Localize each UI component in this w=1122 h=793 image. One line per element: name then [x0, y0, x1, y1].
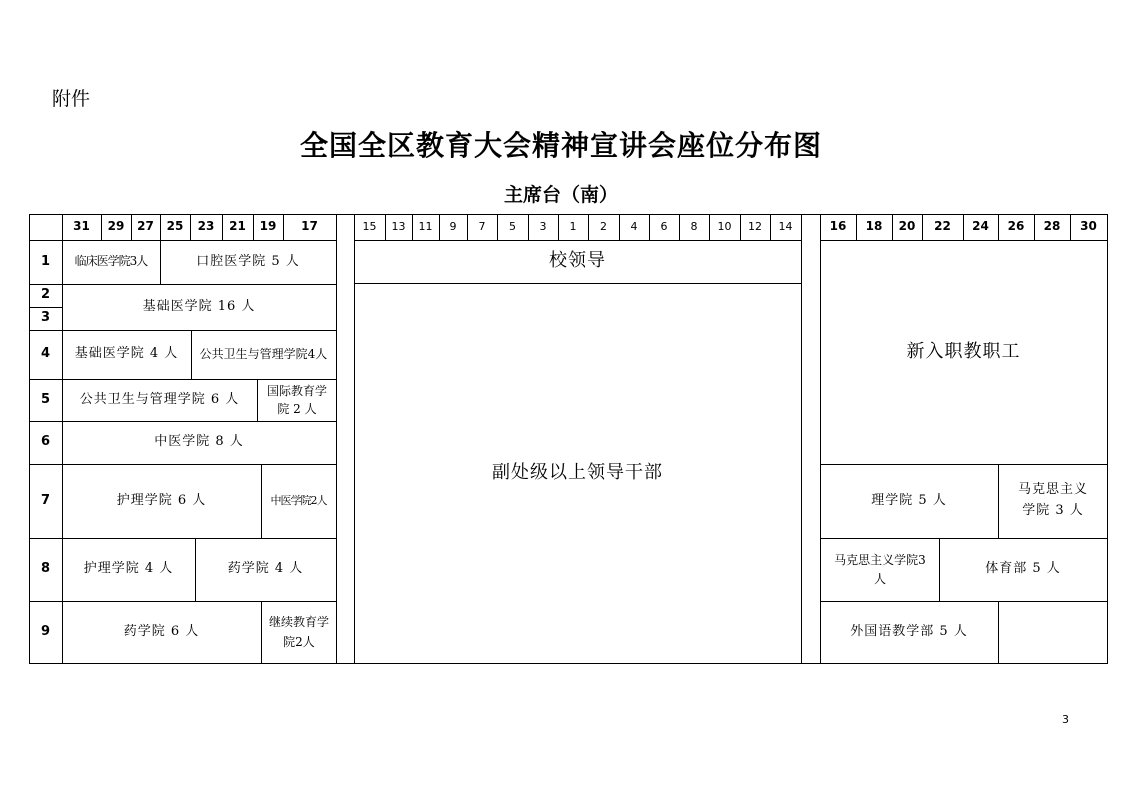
seat-number: 8 — [690, 220, 698, 234]
seat-number: 20 — [898, 219, 916, 234]
seat-number: 14 — [778, 220, 793, 234]
seat-group-label: 护理学院 6 人 — [116, 492, 207, 508]
empty-seat-block — [998, 601, 1107, 663]
row-number: 4 — [40, 346, 51, 362]
seat-group-label: 基础医学院 4 人 — [74, 346, 179, 362]
seat-group-label: 药学院 6 人 — [123, 623, 200, 639]
seat-group-label: 口腔医学院 5 人 — [196, 253, 300, 269]
seat-group-label: 公共卫生与管理学院 6 人 — [79, 391, 240, 407]
seat-number: 25 — [166, 219, 184, 234]
seat-number: 15 — [362, 220, 377, 234]
seat-number: 19 — [259, 219, 277, 234]
seat-number: 17 — [301, 219, 318, 234]
document-title: 全国全区教育大会精神宣讲会座位分布图 — [299, 129, 822, 162]
row-number: 6 — [40, 434, 51, 450]
row-number: 3 — [40, 310, 51, 326]
seat-number: 5 — [509, 220, 516, 234]
seat-group-label: 外国语教学部 5 人 — [850, 623, 968, 639]
seat-number: 3 — [539, 220, 547, 234]
senior-leaders-area: 副处级以上领导干部 — [492, 461, 663, 483]
seat-group-label: 药学院 4 人 — [227, 561, 304, 577]
seat-number: 4 — [630, 220, 638, 234]
seat-number: 24 — [972, 219, 989, 234]
new-staff-area: 新入职教职工 — [906, 340, 1021, 362]
seat-group-label: 中医学院2人 — [270, 494, 327, 508]
row-number: 2 — [40, 287, 51, 303]
appendix-label: 附件 — [52, 88, 91, 110]
seat-number: 16 — [829, 219, 847, 234]
row-number: 9 — [40, 623, 51, 639]
seat-group-label: 中医学院 8 人 — [154, 434, 244, 450]
seat-number: 30 — [1080, 219, 1097, 234]
seat-number: 11 — [418, 220, 433, 234]
seat-group-label: 基础医学院 16 人 — [142, 298, 256, 314]
seat-number: 6 — [660, 220, 668, 234]
seat-number: 13 — [391, 220, 406, 234]
seat-number: 10 — [717, 220, 732, 234]
seat-number: 9 — [449, 220, 457, 234]
seat-number: 28 — [1043, 219, 1061, 234]
seat-group-label: 理学院 5 人 — [871, 492, 947, 508]
seat-group-label: 体育部 5 人 — [985, 561, 1061, 577]
stage-label: 主席台（南） — [503, 184, 618, 206]
seat-group-label: 继续教育学院2人 — [268, 614, 329, 649]
seat-number: 22 — [934, 219, 951, 234]
seat-number: 31 — [73, 219, 90, 234]
seat-number: 1 — [569, 220, 577, 234]
seat-group-label: 临床医学院3人 — [74, 254, 148, 269]
school-leaders-area: 校领导 — [549, 250, 606, 272]
seat-group-label: 国际教育学院 2 人 — [266, 384, 327, 416]
seat-group-label: 马克思主义学院 3 人 — [1017, 482, 1088, 518]
row-number: 7 — [40, 492, 51, 508]
seat-number: 29 — [107, 219, 125, 234]
row-number: 8 — [40, 561, 51, 577]
seat-number: 2 — [600, 220, 607, 234]
seat-number: 27 — [137, 219, 154, 234]
seat-group-label: 公共卫生与管理学院4人 — [199, 346, 328, 361]
row-number: 5 — [40, 391, 51, 407]
page-number: 3 — [1062, 713, 1069, 726]
row-number: 1 — [40, 253, 51, 269]
seat-number: 7 — [478, 220, 486, 234]
seat-number: 12 — [748, 220, 762, 234]
seat-number: 21 — [229, 219, 246, 234]
seat-number: 18 — [865, 219, 883, 234]
seat-group-label: 护理学院 4 人 — [83, 561, 174, 577]
seat-number: 26 — [1007, 219, 1025, 234]
seat-number: 23 — [197, 219, 215, 234]
seat-group-label: 马克思主义学院3人 — [834, 552, 926, 586]
